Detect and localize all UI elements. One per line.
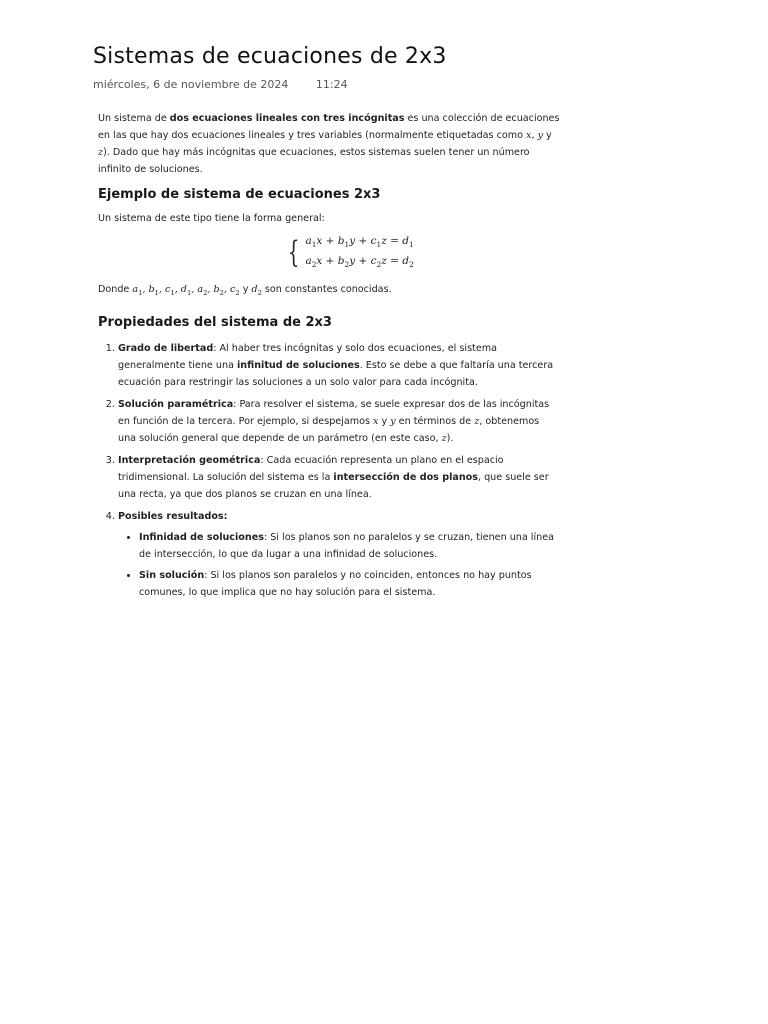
item-text: : Para resolver el sistema, se suele expresar dos de las incógnitas en función de la tercera. Por ejemplo, si despejamos bbox=[118, 399, 550, 428]
note-time: 11:24 bbox=[315, 78, 348, 91]
item-text: , obtenemos una solución general que depende de un parámetro (en este caso, bbox=[118, 416, 540, 445]
math-var-y: y bbox=[537, 130, 543, 141]
item-bold: infinitud de soluciones bbox=[236, 360, 360, 372]
constants-prefix: Donde bbox=[98, 284, 133, 296]
equations bbox=[305, 233, 413, 273]
example-text: Un sistema de este tipo tiene la forma general: bbox=[98, 213, 325, 224]
item-text: : Al haber tres incógnitas y solo dos ecuaciones, el sistema generalmente tiene una bbox=[118, 343, 497, 372]
math-var-y: y bbox=[390, 416, 396, 428]
equation-1: $a_1x + b_1y + c_1z = d_1$ bbox=[305, 235, 414, 250]
subitem-text: : Si los planos son no paralelos y se cruzan, tienen una línea de intersección, lo que da lugar a una infinidad de soluciones. bbox=[139, 532, 554, 561]
item-title: Solución paramétrica bbox=[118, 399, 234, 411]
intro-text: y bbox=[542, 130, 552, 141]
subitem-title: Infinidad de soluciones bbox=[139, 532, 264, 544]
subitem-text: : Si los planos son paralelos y no coinciden, entonces no hay puntos comunes, lo que implica que no hay solución para el sistema. bbox=[139, 570, 532, 599]
equation-system bbox=[98, 233, 560, 273]
equation-2: $a_2x + b_2y + c_2z = d_2$ bbox=[305, 255, 414, 270]
left-brace: { bbox=[288, 235, 300, 271]
item-text: y bbox=[378, 416, 391, 428]
item-title: Posibles resultados: bbox=[118, 511, 228, 523]
list-item bbox=[118, 340, 560, 391]
list-item bbox=[118, 508, 560, 601]
note-date: miércoles, 6 de noviembre de 2024 bbox=[93, 78, 289, 91]
section-heading-properties: Propiedades del sistema de 2x3 bbox=[98, 315, 332, 331]
math-var-z: z bbox=[98, 147, 104, 158]
item-title: Interpretación geométrica bbox=[118, 455, 261, 467]
intro-text: Un sistema de bbox=[98, 113, 170, 124]
item-text: , que suele ser una recta, ya que dos planos se cruzan en una línea. bbox=[118, 472, 549, 501]
constants-text: Donde $a_1$, $b_1$, $c_1$, $d_1$, $a_2$, $b_2$, $c_2$ y $d_2$ son constantes conocidas. bbox=[98, 284, 392, 298]
list-item bbox=[139, 529, 560, 563]
intro-bold: dos ecuaciones lineales con tres incógnitas bbox=[169, 113, 405, 124]
math-var-z: z bbox=[441, 433, 447, 445]
list-item bbox=[118, 452, 560, 503]
note-meta bbox=[93, 78, 348, 91]
intro-text: , bbox=[531, 130, 538, 141]
list-item bbox=[118, 396, 560, 447]
results-list bbox=[118, 529, 560, 601]
item-title: Grado de libertad bbox=[118, 343, 214, 355]
item-bold: intersección de dos planos bbox=[333, 472, 478, 484]
intro-text: es una colección de ecuaciones en las que hay dos ecuaciones lineales y tres variables (normalmente etiquetadas como bbox=[98, 113, 560, 141]
properties-list bbox=[98, 340, 560, 601]
constants-suffix: son constantes conocidas. bbox=[261, 284, 392, 296]
intro-text: ). Dado que hay más incógnitas que ecuaciones, estos sistemas suelen tener un número infinito de soluciones. bbox=[98, 147, 530, 175]
item-text: ). bbox=[446, 433, 454, 445]
item-text: : Cada ecuación representa un plano en el espacio tridimensional. La solución del sistema es la bbox=[118, 455, 504, 484]
list-item bbox=[139, 567, 560, 601]
math-var-z: z bbox=[474, 416, 480, 428]
section-heading-example: Ejemplo de sistema de ecuaciones 2x3 bbox=[98, 187, 381, 202]
page-title: Sistemas de ecuaciones de 2x3 bbox=[93, 44, 447, 69]
constant-d2: $d_2$ bbox=[251, 284, 262, 298]
item-text: . Esto se debe a que faltaría una tercera ecuación para restringir las soluciones a un solo valor para cada incógnita. bbox=[118, 360, 554, 389]
subitem-title: Sin solución bbox=[139, 570, 205, 582]
math-var-x: x bbox=[373, 416, 379, 428]
math-var-x: x bbox=[526, 130, 532, 141]
intro-paragraph bbox=[98, 110, 560, 178]
note-body bbox=[98, 110, 560, 606]
item-text: en términos de bbox=[395, 416, 475, 428]
constants-list: $a_1$, $b_1$, $c_1$, $d_1$, $a_2$, $b_2$, $c_2$ bbox=[132, 284, 240, 298]
